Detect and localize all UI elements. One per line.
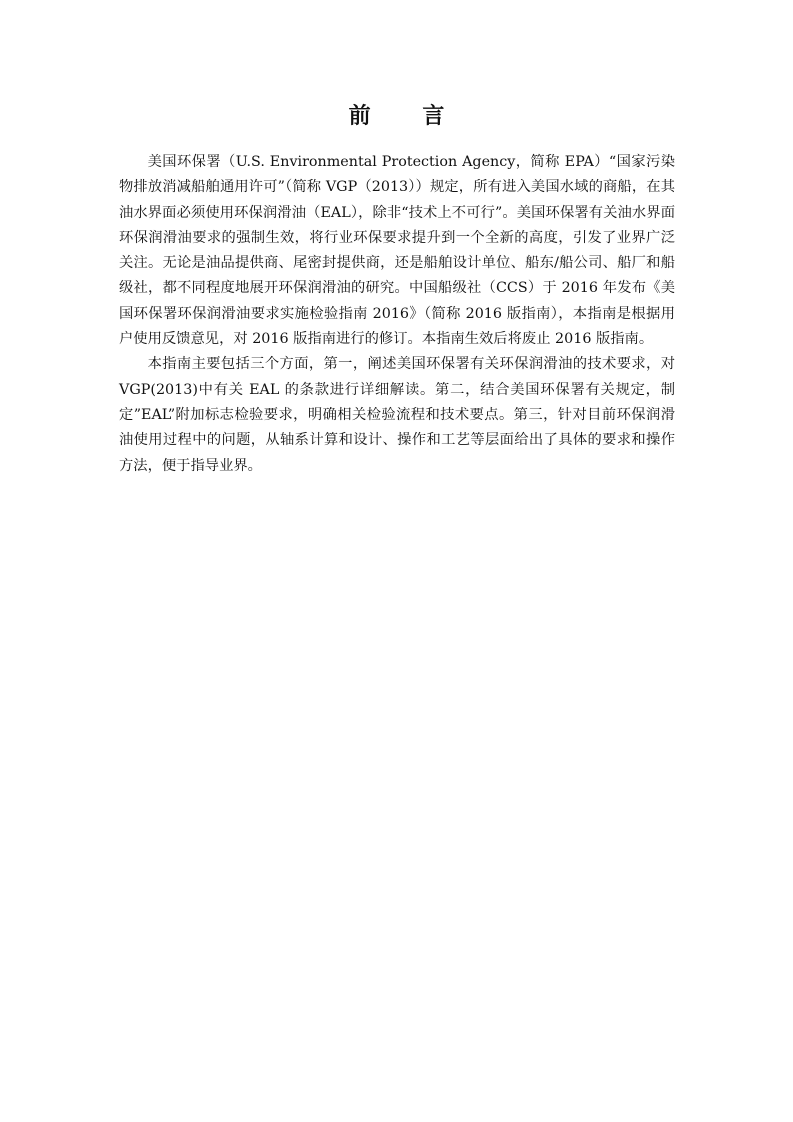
- preface-paragraph-2: 本指南主要包括三个方面，第一，阐述美国环保署有关环保润滑油的技术要求，对 VGP(2013)中有关 EAL 的条款进行详细解读。第二，结合美国环保署有关规定，制定”EAL”附加标志检验要求，明确相关检验流程和技术要点。第三，针对目前环保润滑油使用过程中的问题，从轴系计算和设计、操作和工艺等层面给出了具体的要求和操作方法，便于指导业界。: [119, 356, 675, 474]
- preface-body: [119, 150, 675, 479]
- preface-paragraph-1: 美国环保署（U.S. Environmental Protection Agency，简称 EPA）“国家污染物排放消减船舶通用许可”（简称 VGP（2013））规定，所有进入美国水域的商船，在其油水界面必须使用环保润滑油（EAL），除非“技术上不可行”。美国环保署有关油水界面环保润滑油要求的强制生效，将行业环保要求提升到一个全新的高度，引发了业界广泛关注。无论是油品提供商、尾密封提供商，还是船舶设计单位、船东/船公司、船厂和船级社，都不同程度地展开环保润滑油的研究。中国船级社（CCS）于 2016 年发布《美国环保署环保润滑油要求实施检验指南 2016》（简称 2016 版指南），本指南是根据用户使用反馈意见，对 2016 版指南进行的修订。本指南生效后将废止 2016 版指南。: [119, 154, 675, 348]
- page-title: 前 言: [348, 104, 467, 129]
